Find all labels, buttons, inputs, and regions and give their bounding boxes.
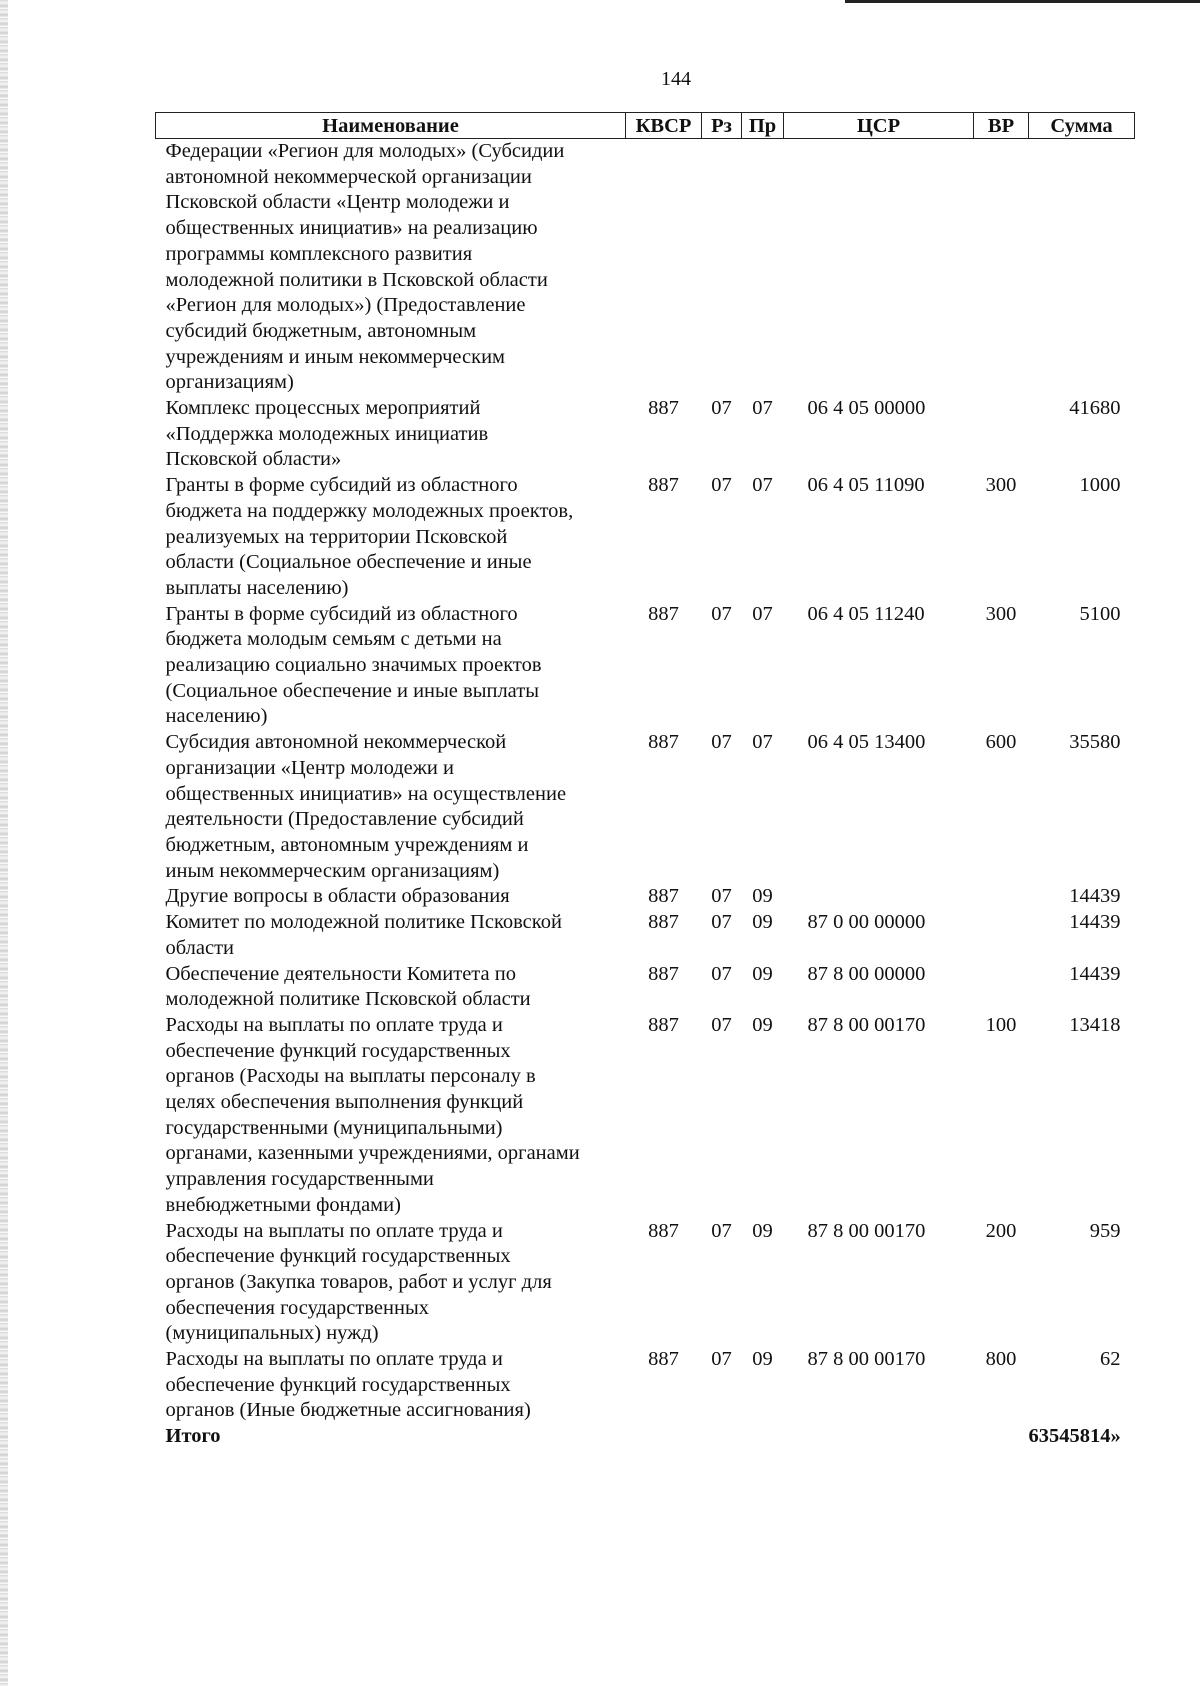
cell-csr: 87 8 00 00170 — [807, 1219, 926, 1242]
cell-kvsr: 887 — [648, 397, 679, 420]
cell-vr: 300 — [985, 602, 1017, 625]
cell-rz: 07 — [711, 911, 732, 934]
table-row — [156, 1219, 1135, 1348]
cell-sum: 14439 — [1069, 911, 1121, 934]
cell-vr — [974, 139, 1029, 397]
scan-edge-left — [0, 0, 8, 1686]
cell-rz: 07 — [711, 602, 732, 625]
cell-kvsr — [626, 139, 702, 397]
cell-rz — [702, 139, 742, 397]
cell-pr: 07 — [752, 602, 773, 625]
cell-sum: 13418 — [1069, 1013, 1121, 1036]
total-row — [156, 1424, 1135, 1450]
cell-vr — [974, 910, 1029, 961]
total-sum: 63545814» — [1028, 1425, 1121, 1448]
table-row — [156, 962, 1135, 1013]
cell-kvsr: 887 — [648, 602, 679, 625]
table-row — [156, 730, 1135, 884]
cell-sum: 35580 — [1069, 731, 1121, 754]
cell-kvsr: 887 — [648, 1013, 679, 1036]
cell-sum: 5100 — [1079, 602, 1121, 625]
cell-name: Расходы на выплаты по оплате труда и обеспечение функций государственных органов (Расходы на выплаты персоналу в целях обеспечения выполнения функций государственными (муниципальными) органами, казенными учреждениями, органами управления государственными внебюджетными фондами) — [165, 1013, 580, 1216]
table-row — [156, 1013, 1135, 1219]
cell-pr: 09 — [752, 962, 773, 985]
table-row — [156, 910, 1135, 961]
cell-vr: 200 — [985, 1219, 1017, 1242]
cell-vr — [974, 884, 1029, 910]
cell-name: Обеспечение деятельности Комитета по молодежной политике Псковской области — [165, 962, 531, 1011]
table-row — [156, 1347, 1135, 1424]
header-vr: ВР — [974, 113, 1029, 139]
cell-vr: 800 — [985, 1348, 1017, 1371]
cell-pr: 07 — [752, 474, 773, 497]
cell-csr: 87 8 00 00000 — [807, 962, 926, 985]
cell-rz: 07 — [711, 731, 732, 754]
cell-name: Гранты в форме субсидий из областного бюджета молодым семьям с детьми на реализацию социально значимых проектов (Социальное обеспечение и иные выплаты населению) — [165, 602, 542, 728]
cell-csr — [784, 139, 974, 397]
header-kvsr: КВСР — [626, 113, 702, 139]
page-number: 144 — [661, 68, 691, 90]
cell-vr: 300 — [985, 474, 1017, 497]
cell-kvsr: 887 — [648, 1219, 679, 1242]
cell-name: Гранты в форме субсидий из областного бюджета на поддержку молодежных проектов, реализуемых на территории Псковской области (Социальное обеспечение и иные выплаты населению) — [165, 474, 574, 599]
header-pr: Пр — [742, 113, 784, 139]
table-row — [156, 396, 1135, 473]
cell-kvsr: 887 — [648, 885, 679, 908]
cell-csr: 87 0 00 00000 — [807, 911, 926, 934]
cell-rz: 07 — [711, 1348, 732, 1371]
cell-sum: 62 — [1100, 1348, 1121, 1371]
cell-vr — [974, 962, 1029, 1013]
header-rz: Рз — [702, 113, 742, 139]
cell-csr: 06 4 05 13400 — [807, 731, 926, 754]
table-header — [156, 113, 1135, 139]
cell-name: Другие вопросы в области образования — [165, 885, 510, 908]
cell-kvsr: 887 — [648, 474, 679, 497]
cell-pr: 09 — [752, 1219, 773, 1242]
cell-name: Субсидия автономной некоммерческой организации «Центр молодежи и общественных инициатив» на осуществление деятельности (Предоставление субсидий бюджетным, автономным учреждениям и иным некоммерческим организациям) — [165, 731, 567, 882]
cell-name: Расходы на выплаты по оплате труда и обеспечение функций государственных органов (Иные бюджетные ассигнования) — [165, 1348, 531, 1422]
cell-kvsr: 887 — [648, 911, 679, 934]
table-row — [156, 602, 1135, 731]
cell-sum: 1000 — [1079, 474, 1121, 497]
table-row — [156, 884, 1135, 910]
cell-rz: 07 — [711, 962, 732, 985]
cell-rz: 07 — [711, 1013, 732, 1036]
cell-csr: 06 4 05 11240 — [807, 602, 925, 625]
cell-kvsr: 887 — [648, 1348, 679, 1371]
cell-name: Комплекс процессных мероприятий «Поддержка молодежных инициатив Псковской области» — [165, 397, 489, 471]
cell-sum — [1029, 139, 1135, 397]
table-row — [156, 473, 1135, 602]
cell-pr: 07 — [752, 731, 773, 754]
cell-pr: 09 — [752, 1013, 773, 1036]
cell-pr: 09 — [752, 885, 773, 908]
cell-csr — [784, 884, 974, 910]
cell-vr: 600 — [985, 731, 1017, 754]
cell-sum: 14439 — [1069, 962, 1121, 985]
cell-sum: 41680 — [1069, 397, 1121, 420]
table-body — [156, 139, 1135, 1425]
cell-rz: 07 — [711, 474, 732, 497]
cell-name: Комитет по молодежной политике Псковской области — [165, 911, 562, 959]
cell-csr: 87 8 00 00170 — [807, 1348, 926, 1371]
cell-csr: 87 8 00 00170 — [807, 1013, 926, 1036]
cell-name: Расходы на выплаты по оплате труда и обеспечение функций государственных органов (Закупка товаров, работ и услуг для обеспечения государственных (муниципальных) нужд) — [165, 1219, 552, 1345]
cell-rz: 07 — [711, 885, 732, 908]
scan-edge-top — [845, 0, 1200, 3]
total-label: Итого — [165, 1425, 221, 1448]
cell-csr: 06 4 05 00000 — [807, 397, 926, 420]
cell-csr: 06 4 05 11090 — [807, 474, 925, 497]
header-sum: Сумма — [1029, 113, 1135, 139]
cell-rz: 07 — [711, 1219, 732, 1242]
cell-rz: 07 — [711, 397, 732, 420]
table-row — [156, 139, 1135, 397]
cell-kvsr: 887 — [648, 731, 679, 754]
cell-pr — [742, 139, 784, 397]
header-csr: ЦСР — [784, 113, 974, 139]
cell-name: Федерации «Регион для молодых» (Субсидии автономной некоммерческой организации Псковской области «Центр молодежи и общественных инициатив» на реализацию программы комплексного развития молодежной политики в Псковской области «Регион для молодых») (Предоставление субсидий бюджетным, автономным учреждениям и иным некоммерческим организациям) — [165, 140, 565, 394]
cell-sum: 959 — [1089, 1219, 1121, 1242]
cell-pr: 09 — [752, 911, 773, 934]
cell-pr: 09 — [752, 1348, 773, 1371]
cell-vr: 100 — [985, 1013, 1017, 1036]
cell-pr: 07 — [752, 397, 773, 420]
budget-table — [155, 112, 1135, 1450]
cell-vr — [974, 396, 1029, 473]
cell-kvsr: 887 — [648, 962, 679, 985]
cell-sum: 14439 — [1069, 885, 1121, 908]
header-name: Наименование — [156, 113, 626, 139]
